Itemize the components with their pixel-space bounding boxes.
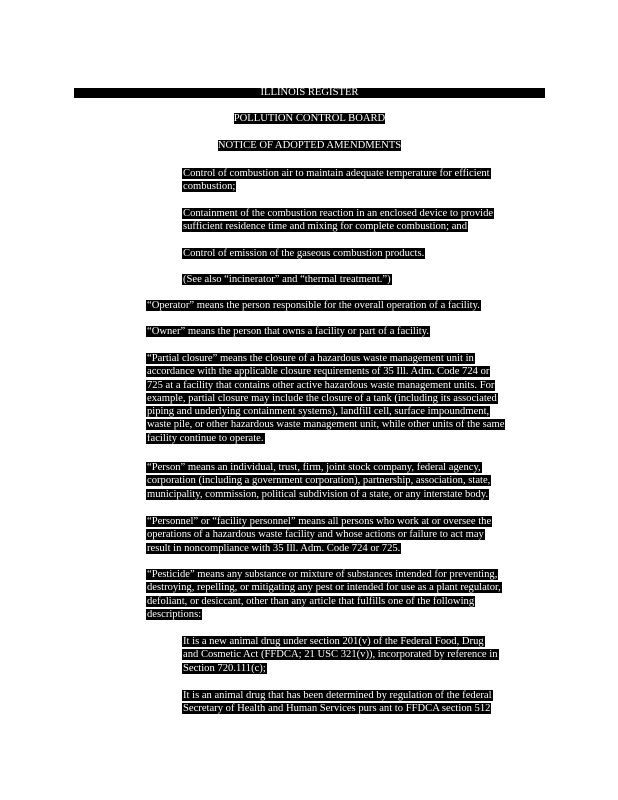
line: It is an animal drug that has been determined by regulation of the federal — [183, 690, 492, 701]
line: accordance with the applicable closure requirements of 35 Ill. Adm. Code 724 or — [147, 366, 490, 378]
line: Control of combustion air to maintain adequate temperature for efficient — [183, 168, 490, 179]
line: (See also “incinerator” and “thermal treatment.”) — [183, 274, 391, 285]
line: Section 720.111(c); — [183, 662, 266, 674]
line: waste pile, or other hazardous waste management unit, while other units of the same — [147, 419, 505, 431]
line: operations of a hazardous waste facility and whose actions or failure to act may — [147, 529, 484, 541]
line: “Owner” means the person that owns a facility or part of a facility. — [147, 326, 430, 337]
line: defoliant, or desiccant, other than any article that fulfills one of the following — [147, 595, 475, 607]
line: facility continue to operate. — [147, 432, 264, 444]
line: “Personnel” or “facility personnel” means all persons who work at or oversee the — [147, 516, 492, 527]
line: Control of emission of the gaseous combustion products. — [183, 248, 425, 259]
emission-control-item — [182, 247, 425, 260]
line: “Person” means an individual, trust, firm, joint stock company, federal agency, — [147, 462, 481, 473]
line: “Operator” means the person responsible for the overall operation of a facility. — [147, 300, 480, 311]
line: and Cosmetic Act (FFDCA; 21 USC 321(v)), incorporated by reference in — [183, 649, 498, 661]
line: destroying, repelling, or mitigating any pest or intended for use as a plant regulator, — [147, 582, 501, 594]
line: “Pesticide” means any substance or mixture of substances intended for preventing, — [147, 569, 498, 580]
line: combustion; — [183, 181, 236, 193]
partial-closure-definition — [146, 352, 546, 445]
animal-drug-determined-item — [182, 689, 544, 716]
line: sufficient residence time and mixing for complete combustion; and — [183, 221, 467, 233]
line: piping and underlying containment systems), landfill cell, surface impoundment, — [147, 406, 490, 418]
new-animal-drug-item — [182, 635, 544, 675]
board-title: POLLUTION CONTROL BOARD — [233, 113, 386, 124]
line: municipality, commission, political subdivision of a state, or any interstate body. — [147, 488, 489, 500]
line: corporation (including a government corporation), partnership, association, state, — [147, 475, 491, 487]
owner-definition — [146, 325, 430, 338]
person-definition — [146, 461, 536, 501]
combustion-air-item — [182, 167, 522, 194]
line: Secretary of Health and Human Services purs ant to FFDCA section 512 — [183, 703, 491, 715]
line: “Partial closure” means the closure of a hazardous waste management unit in — [147, 353, 474, 364]
line: descriptions: — [147, 608, 202, 620]
containment-item — [182, 207, 527, 234]
line: example, partial closure may include the closure of a tank (including its associated — [147, 392, 497, 404]
personnel-definition — [146, 515, 536, 555]
line: Containment of the combustion reaction in an enclosed device to provide — [183, 208, 494, 219]
see-also-note — [182, 273, 392, 286]
register-title: ILLINOIS REGISTER — [260, 87, 359, 98]
line: It is a new animal drug under section 201(v) of the Federal Food, Drug — [183, 636, 484, 647]
notice-title: NOTICE OF ADOPTED AMENDMENTS — [217, 140, 402, 151]
pesticide-definition — [146, 568, 541, 621]
line: 725 at a facility that contains other active hazardous waste management units. For — [147, 379, 495, 391]
operator-definition — [146, 299, 481, 312]
line: result in noncompliance with 35 Ill. Adm. Code 724 or 725. — [147, 542, 401, 554]
